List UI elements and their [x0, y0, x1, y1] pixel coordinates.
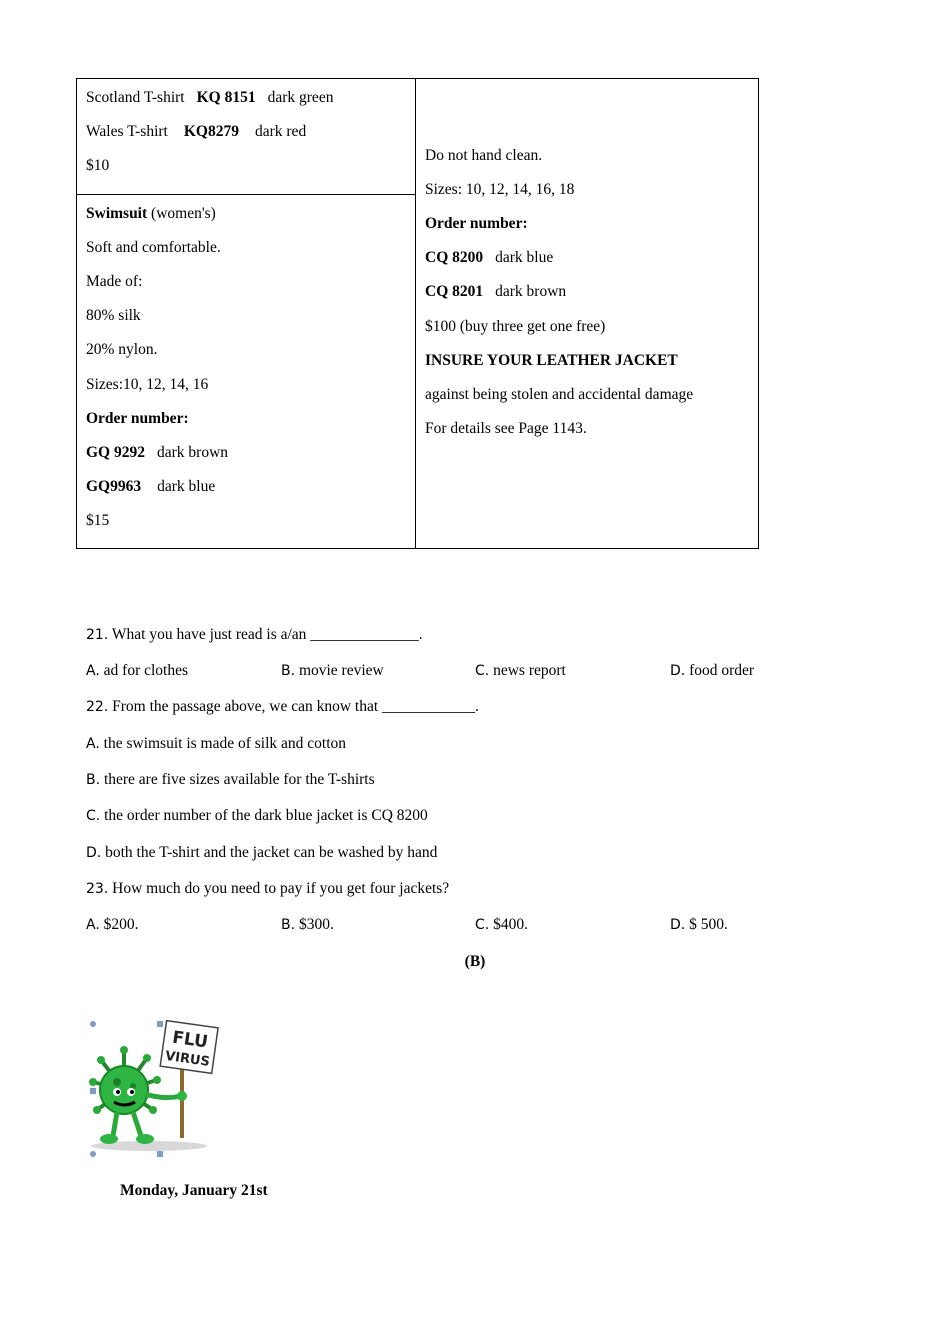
insure-description: against being stolen and accidental damage [425, 386, 694, 403]
option-letter: A. [86, 736, 100, 752]
product-table [76, 78, 759, 549]
sign-text-flu: FLU [171, 1027, 210, 1053]
option-letter: B. [86, 772, 101, 788]
option-21-c[interactable] [475, 662, 566, 680]
option-text: $400. [493, 916, 528, 933]
tshirt-name: Scotland T-shirt [86, 89, 185, 106]
option-text: food order [689, 662, 755, 679]
order-line-2 [86, 478, 215, 496]
swimsuit-heading [86, 205, 216, 223]
option-text: ad for clothes [103, 662, 189, 679]
jacket-sizes: Sizes: 10, 12, 14, 16, 18 [425, 181, 575, 198]
option-text: the order number of the dark blue jacket is CQ 8200 [104, 807, 428, 824]
tshirt-name: Wales T-shirt [86, 123, 168, 140]
option-letter: C. [475, 663, 490, 679]
option-letter: C. [86, 808, 101, 824]
insure-title: INSURE YOUR LEATHER JACKET [425, 352, 678, 369]
flu-virus-illustration [89, 1020, 221, 1158]
jacket-price: $100 (buy three get one free) [425, 318, 606, 335]
order-code: GQ9963 [86, 478, 142, 495]
option-letter: A. [86, 663, 100, 679]
tshirt-code: KQ8279 [183, 123, 239, 140]
option-22-b[interactable] [86, 771, 375, 789]
option-22-d[interactable] [86, 844, 437, 862]
option-text: $200. [103, 916, 139, 933]
option-23-d[interactable] [670, 916, 728, 934]
question-number: 21. [86, 627, 109, 643]
section-b-heading: (B) [464, 953, 486, 970]
jacket-order-line-1 [425, 249, 553, 267]
material-silk: 80% silk [86, 307, 141, 324]
order-color: dark blue [157, 478, 216, 495]
tshirt-color: dark red [254, 123, 307, 140]
question-21 [86, 626, 423, 644]
jacket-order-line-2 [425, 283, 566, 301]
question-23 [86, 880, 449, 898]
tshirt-line-2 [86, 123, 306, 141]
care-note: Do not hand clean. [425, 147, 543, 164]
option-23-c[interactable] [475, 916, 528, 934]
made-of-label: Made of: [86, 273, 143, 290]
question-22 [86, 698, 479, 716]
order-code: GQ 9292 [86, 444, 145, 461]
order-code: CQ 8200 [425, 249, 484, 266]
option-letter: B. [281, 663, 296, 679]
option-text: $ 500. [689, 916, 728, 933]
tshirt-price: $10 [86, 157, 110, 174]
question-number: 22. [86, 699, 109, 715]
option-letter: C. [475, 917, 490, 933]
option-21-a[interactable] [86, 662, 188, 680]
option-text: news report [493, 662, 566, 679]
option-text: $300. [298, 916, 334, 933]
option-23-b[interactable] [281, 916, 334, 934]
tshirt-code: KQ 8151 [196, 89, 256, 106]
tshirt-color: dark green [267, 89, 334, 106]
swimsuit-description: Soft and comfortable. [86, 239, 221, 256]
option-21-b[interactable] [281, 662, 384, 680]
column-divider [415, 79, 416, 548]
swimsuit-subtitle: (women's) [151, 205, 216, 222]
order-number-label: Order number: [86, 410, 189, 427]
option-letter: A. [86, 917, 100, 933]
date-heading: Monday, January 21st [120, 1182, 268, 1199]
jacket-order-label: Order number: [425, 215, 528, 232]
question-number: 23. [86, 881, 109, 897]
question-text: What you have just read is a/an ______________. [111, 626, 423, 643]
question-text: From the passage above, we can know that ____________. [112, 698, 479, 715]
option-text: there are five sizes available for the T-shirts [103, 771, 375, 788]
sign-text-virus: VIRUS [164, 1048, 211, 1070]
material-nylon: 20% nylon. [86, 341, 158, 358]
option-22-c[interactable] [86, 807, 428, 825]
option-text: the swimsuit is made of silk and cotton [103, 735, 347, 752]
swimsuit-title: Swimsuit [86, 205, 148, 222]
option-21-d[interactable] [670, 662, 754, 680]
flu-virus-image[interactable] [89, 1020, 221, 1158]
swimsuit-price: $15 [86, 512, 110, 529]
row-divider [77, 194, 416, 195]
order-color: dark brown [495, 283, 567, 300]
option-text: movie review [298, 662, 384, 679]
option-letter: D. [86, 845, 102, 861]
order-color: dark brown [157, 444, 229, 461]
option-23-a[interactable] [86, 916, 139, 934]
option-letter: B. [281, 917, 296, 933]
tshirt-line-1 [86, 89, 333, 107]
question-text: How much do you need to pay if you get four jackets? [112, 880, 450, 897]
option-22-a[interactable] [86, 735, 346, 753]
option-letter: D. [670, 917, 686, 933]
details-note: For details see Page 1143. [425, 420, 587, 437]
order-color: dark blue [495, 249, 554, 266]
option-text: both the T-shirt and the jacket can be washed by hand [105, 844, 438, 861]
swimsuit-sizes: Sizes:10, 12, 14, 16 [86, 376, 209, 393]
order-code: CQ 8201 [425, 283, 484, 300]
order-line-1 [86, 444, 228, 462]
option-letter: D. [670, 663, 686, 679]
